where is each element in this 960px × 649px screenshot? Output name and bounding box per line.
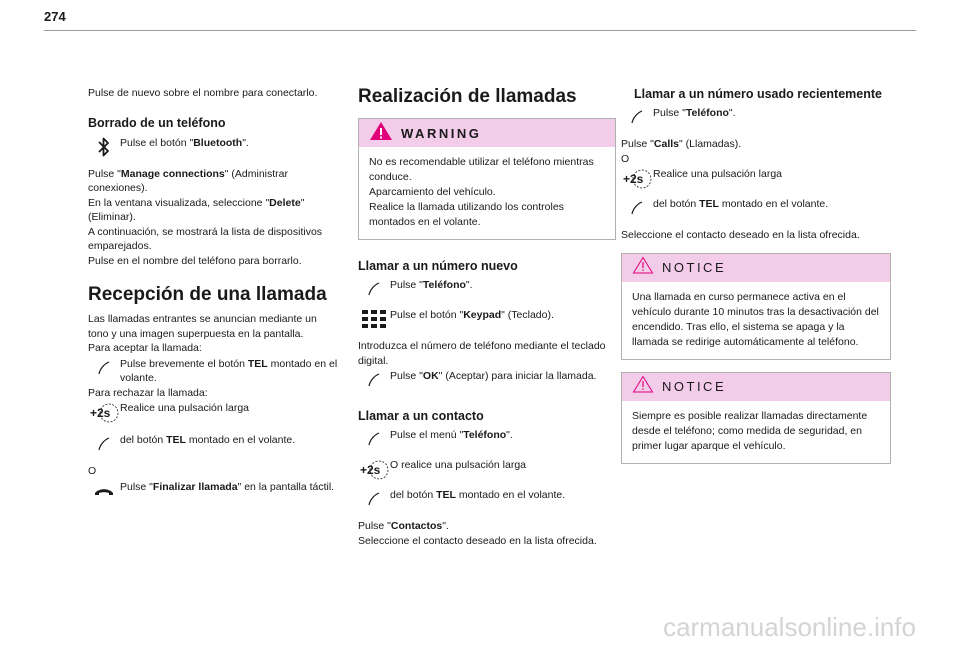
notice-box-2 (621, 372, 891, 464)
contact-heading: Llamar a un contacto (358, 409, 484, 423)
recent-step-2: +2s Realice una pulsación larga (621, 166, 891, 190)
long-press-2s-icon (88, 400, 120, 424)
contact-instruction-2: Seleccione el contacto deseado en la lista ofrecida. (358, 534, 597, 547)
new-step-3: Pulse "OK" (Aceptar) para iniciar la llamada. (358, 368, 616, 392)
recent-step-3: del botón TEL montado en el volante. (621, 196, 891, 220)
notice-icon (632, 256, 654, 279)
watermark: carmanualsonline.info (663, 612, 916, 642)
long-press-2s-icon (621, 166, 653, 190)
receive-step-2: +2s Realice una pulsación larga (88, 400, 340, 424)
header-rule (44, 30, 916, 31)
warning-line-1: No es recomendable utilizar el teléfono mientras conduce. (369, 156, 594, 183)
notice-title: NOTICE (662, 379, 727, 394)
contact-step-2: +2s O realice una pulsación larga (358, 457, 616, 481)
recent-heading: Llamar a un número usado recientemente (634, 87, 882, 101)
phone-handset-icon (621, 105, 653, 129)
or-text: O (88, 465, 97, 477)
delete-instruction-3: A continuación, se mostrará la lista de dispositivos emparejados. (88, 225, 323, 252)
contact-instruction-1: Pulse "Contactos". (358, 520, 449, 532)
warning-icon (369, 121, 393, 146)
contact-step-1: Pulse el menú "Teléfono". (358, 427, 616, 451)
delete-heading: Borrado de un teléfono (88, 115, 226, 130)
column-1 (88, 86, 340, 503)
phone-handset-icon (358, 277, 390, 301)
steering-control-icon (88, 432, 120, 456)
page-number: 274 (44, 9, 66, 24)
recent-instruction-2: Seleccione el contacto deseado en la lista ofrecida. (621, 229, 860, 241)
phone-handset-icon (358, 368, 390, 392)
new-step-2: Pulse el botón "Keypad" (Teclado). (358, 307, 616, 331)
keypad-icon (358, 307, 390, 331)
contact-step-3: del botón TEL montado en el volante. (358, 487, 616, 511)
intro-text: Pulse de nuevo sobre el nombre para conectarlo. (88, 87, 318, 99)
new-number-heading: Llamar a un número nuevo (358, 259, 518, 273)
receive-step-3: del botón TEL montado en el volante. (88, 432, 340, 456)
svg-text:+2s: +2s (623, 172, 644, 186)
receive-step-4: Pulse "Finalizar llamada" en la pantalla táctil. (88, 479, 340, 503)
svg-text:+2s: +2s (360, 463, 381, 477)
receive-step-1: Pulse brevemente el botón TEL montado en el volante. (88, 356, 340, 386)
column-2 (358, 86, 616, 548)
warning-line-3: Realice la llamada utilizando los controles montados en el volante. (369, 201, 564, 228)
notice-box-1 (621, 253, 891, 360)
notice-text-2: Siempre es posible realizar llamadas directamente desde el teléfono; como medida de seguridad, en primer lugar aparque el vehículo. (632, 409, 868, 452)
new-step-1: Pulse "Teléfono". (358, 277, 616, 301)
delete-instruction-2: En la ventana visualizada, seleccione "Delete" (Eliminar). (88, 196, 305, 223)
new-instruction: Introduzca el número de teléfono mediante el teclado digital. (358, 340, 606, 367)
receive-accept-label: Para aceptar la llamada: (88, 342, 202, 354)
notice-text-1: Una llamada en curso permanece activa en el vehículo durante 10 minutos tras la desactivación del encendido. Tras ello, el sistema se apaga y la llamada se redirige automáticamente al teléfono. (632, 290, 879, 348)
steering-control-icon (358, 487, 390, 511)
delete-instruction-1: Pulse "Manage connections" (Administrar conexiones). (88, 167, 289, 194)
recent-step-1: Pulse "Teléfono". (621, 105, 891, 129)
svg-text:+2s: +2s (90, 406, 111, 420)
hang-up-icon (88, 479, 120, 503)
making-calls-heading: Realización de llamadas (358, 86, 577, 107)
warning-box (358, 118, 616, 240)
recent-instruction-1: Pulse "Calls" (Llamadas). (621, 138, 742, 150)
notice-title: NOTICE (662, 260, 727, 275)
steering-control-icon (88, 356, 120, 380)
bluetooth-icon (88, 135, 120, 159)
long-press-2s-icon (358, 457, 390, 481)
receive-intro: Las llamadas entrantes se anuncian mediante un tono y una imagen superpuesta en la pantalla. (88, 313, 317, 340)
warning-line-2: Aparcamiento del vehículo. (369, 186, 496, 198)
column-3 (621, 86, 891, 464)
or-text: O (621, 152, 630, 165)
receive-heading: Recepción de una llamada (88, 284, 327, 305)
notice-icon (632, 375, 654, 398)
steering-control-icon (621, 196, 653, 220)
warning-title: WARNING (401, 125, 482, 141)
phone-handset-icon (358, 427, 390, 451)
delete-instruction-4: Pulse en el nombre del teléfono para borrarlo. (88, 254, 302, 267)
delete-step: Pulse el botón "Bluetooth". (88, 135, 340, 159)
receive-reject-label: Para rechazar la llamada: (88, 386, 208, 399)
